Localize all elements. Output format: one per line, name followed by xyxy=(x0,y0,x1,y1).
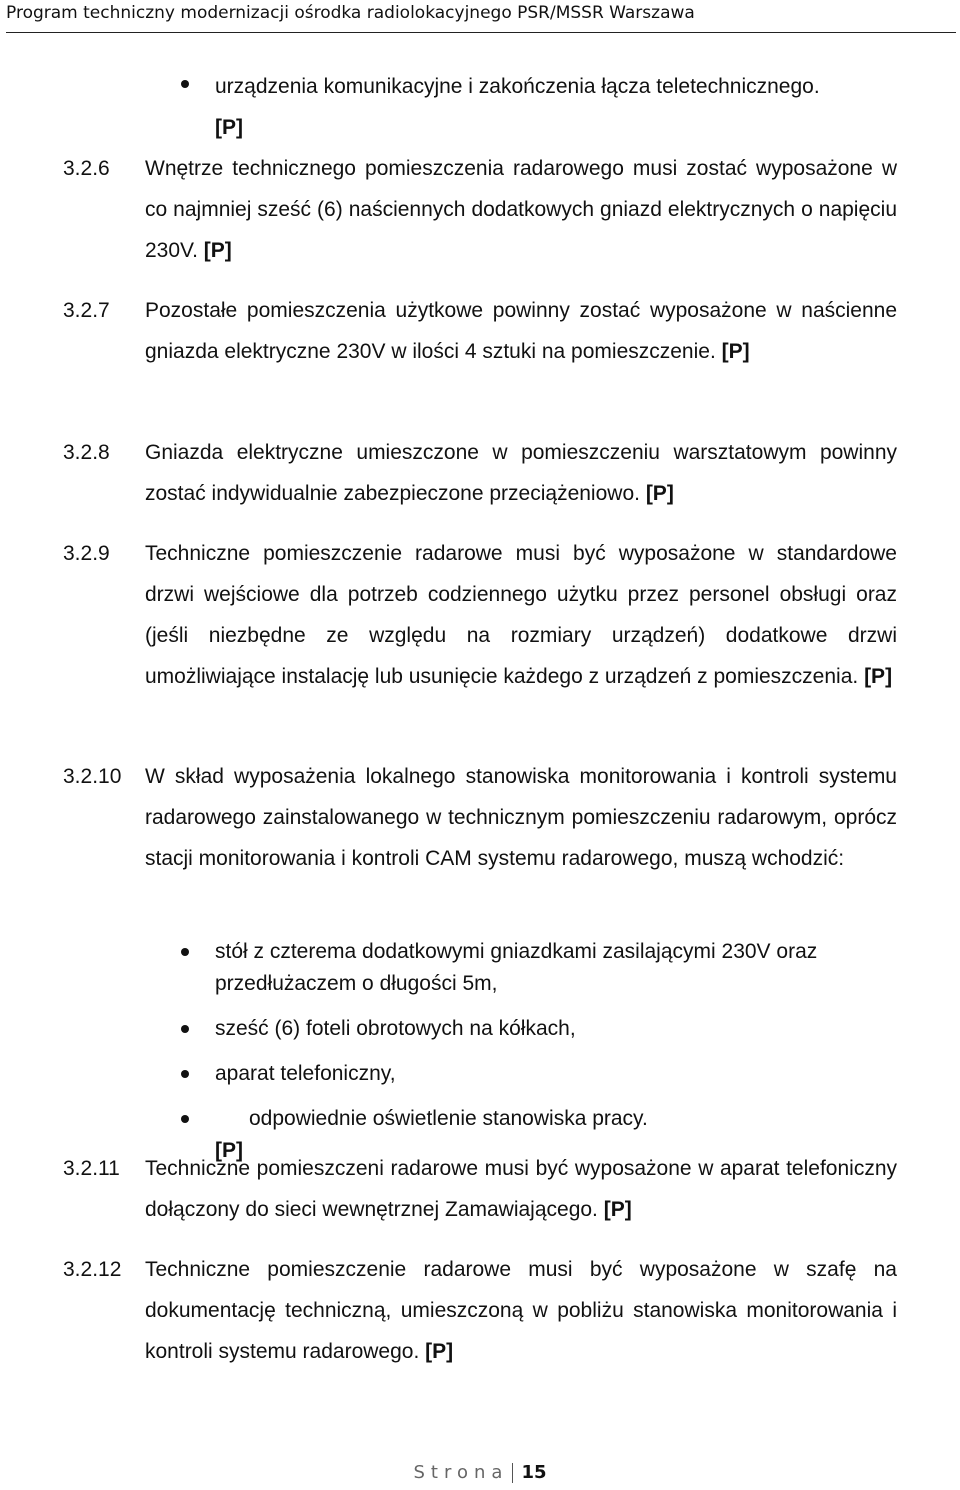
list-item xyxy=(181,1013,901,1045)
requirement-tag: [P] xyxy=(203,239,232,262)
requirement-tag: [P] xyxy=(603,1198,632,1221)
requirement-tag: [P] xyxy=(864,665,893,688)
section-number: 3.2.12 xyxy=(63,1258,122,1281)
requirement-tag: [P] xyxy=(215,116,243,139)
section-text: Techniczne pomieszczenie radarowe musi być wyposażone w standardowe drzwi wejściowe dla potrzeb codziennego użytku przez personel obsługi oraz (jeśli niezbędne ze względu na rozmiary urządzeń) dodatkowe drzwi umożliwiające instalację lub usunięcie każdego z urządzeń z pomieszczenia. [P] xyxy=(145,542,897,688)
header-title: Program techniczny modernizacji ośrodka radiolokacyjnego PSR/MSSR Warszawa xyxy=(6,3,695,23)
section-number: 3.2.9 xyxy=(63,542,110,565)
equipment-list xyxy=(181,936,901,1167)
section-text: Wnętrze technicznego pomieszczenia radarowego musi zostać wyposażone w co najmniej sześć (6) naściennych dodatkowych gniazd elektrycznych o napięciu 230V. [P] xyxy=(145,157,897,262)
requirement-tag: [P] xyxy=(721,340,750,363)
footer-label: Strona xyxy=(413,1462,509,1483)
requirement-tag: [P] xyxy=(215,1139,243,1162)
section-text: Techniczne pomieszczeni radarowe musi być wyposażone w aparat telefoniczny dołączony do sieci wewnętrznej Zamawiającego. [P] xyxy=(145,1157,897,1221)
section-text: Gniazda elektryczne umieszczone w pomieszczeniu warsztatowym powinny zostać indywidualnie zabezpieczone przeciążeniowo. [P] xyxy=(145,441,897,505)
list-item-text: odpowiednie oświetlenie stanowiska pracy. [P] xyxy=(215,1107,648,1162)
section-number: 3.2.7 xyxy=(63,299,110,322)
list-item-text: stół z czterema dodatkowymi gniazdkami zasilającymi 230V oraz przedłużaczem o długości 5m, xyxy=(215,940,818,995)
requirement-tag: [P] xyxy=(645,482,674,505)
list-item xyxy=(181,1058,901,1090)
section-text: Pozostałe pomieszczenia użytkowe powinny zostać wyposażone w naścienne gniazda elektryczne 230V w ilości 4 sztuki na pomieszczenie. [P] xyxy=(145,299,897,363)
page-number: 15 xyxy=(521,1462,547,1483)
section-text: Techniczne pomieszczenie radarowe musi być wyposażone w szafę na dokumentację techniczną, umieszczoną w pobliżu stanowiska monitorowania i kontroli systemu radarowego. [P] xyxy=(145,1258,897,1363)
section-text: W skład wyposażenia lokalnego stanowiska monitorowania i kontroli systemu radarowego zainstalowanego w technicznym pomieszczeniu radarowym, oprócz stacji monitorowania i kontroli CAM systemu radarowego, muszą wchodzić: xyxy=(145,765,897,870)
page-header xyxy=(6,0,956,33)
list-item xyxy=(181,936,901,1000)
page-footer xyxy=(0,1462,960,1483)
list-item-text: sześć (6) foteli obrotowych na kółkach, xyxy=(215,1017,576,1040)
section-number: 3.2.6 xyxy=(63,157,110,180)
list-item-text: urządzenia komunikacyjne i zakończenia łącza teletechnicznego. xyxy=(215,75,820,98)
footer-divider xyxy=(512,1463,513,1483)
list-item xyxy=(181,66,901,148)
section-number: 3.2.8 xyxy=(63,441,110,464)
section-number: 3.2.10 xyxy=(63,765,122,788)
section-number: 3.2.11 xyxy=(63,1157,120,1180)
requirement-tag: [P] xyxy=(425,1340,454,1363)
list-item-text: aparat telefoniczny, xyxy=(215,1062,396,1085)
